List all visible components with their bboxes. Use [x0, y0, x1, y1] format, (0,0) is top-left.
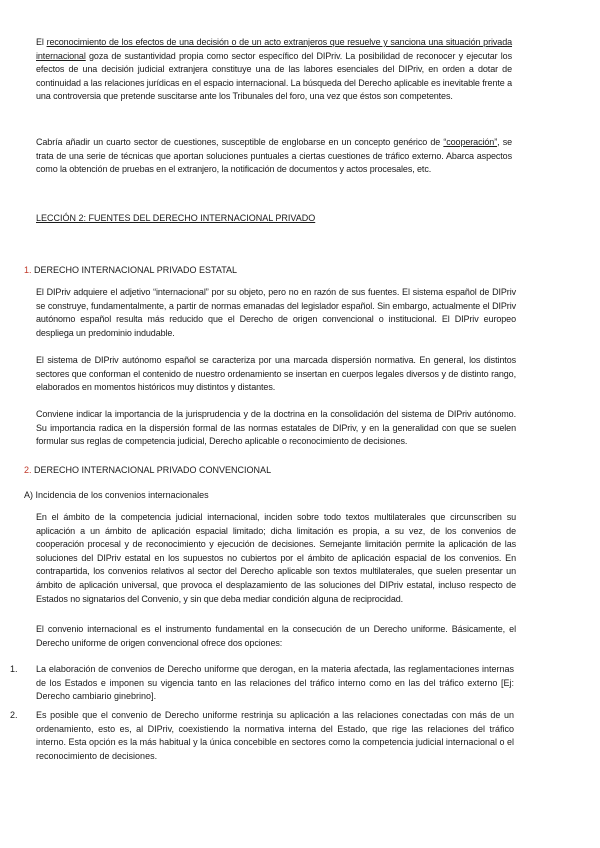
list-item	[10, 709, 514, 763]
section-2-paragraph-2: El convenio internacional es el instrumento fundamental en la consecución de un Derecho uniforme. Básicamente, el Derecho uniforme de origen convencional ofrece dos opciones:	[36, 624, 516, 648]
list-number: 2.	[10, 710, 18, 720]
section-1-paragraph-3: Conviene indicar la importancia de la jurisprudencia y de la doctrina en la consolidación del sistema de DIPriv autónomo. Su importancia radica en la dispersión formal de las normas estatales de DIPriv, y en la generalidad con que se suelen formular sus reglas de competencia judicial, Derecho aplicable o reconocimiento de decisiones.	[36, 409, 516, 447]
section-2-paragraph-1: En el ámbito de la competencia judicial internacional, inciden sobre todo textos multilaterales que circunscriben su aplicación a un ámbito de aplicación espacial limitado; dicha limitación es propia, a su vez, de los convenios de cooperación procesal y de reconocimiento y ejecución de decisiones. Semejante limitación permite la aplicación de las soluciones del DIPriv estatal en los supuestos no cubiertos por el ámbito de aplicación espacial de los convenios. En contrapartida, los convenios relativos al sector del Derecho aplicable son textos multilaterales, que suelen presentar un ámbito de aplicación universal, que provoca el desplazamiento de las soluciones del DIPriv estatal, incluso respecto de Estados no signatarios del Convenio, y sin que deba mediar condición alguna de reciprocidad.	[36, 512, 516, 604]
lesson-title: LECCIÓN 2: FUENTES DEL DERECHO INTERNACIONAL PRIVADO	[36, 213, 316, 223]
intro-p1-rest: goza de sustantividad propia como sector específico del DIPriv. La posibilidad de reconocer y ejecutar los efectos de una decisión judicial extranjera constituye una de las labores esenciales del DIPriv, en orden a dotar de continuidad a las relaciones jurídicas en el espacio internacional. La búsqueda del Derecho aplicable es inevitable frente a una controversia que pretende suscitarse ante los Tribunales del foro, una vez que éstos son competentes.	[36, 50, 512, 102]
section-2-number: 2.	[24, 465, 32, 475]
section-2-subheading: A) Incidencia de los convenios internacionales	[24, 490, 209, 500]
list-text: La elaboración de convenios de Derecho uniforme que derogan, en la materia afectada, las reglamentaciones internas de los Estados e imponen su vigencia tanto en las relaciones del tráfico interno como en las del tráfico externo [Ej: Derecho cambiario ginebrino].	[36, 664, 514, 702]
intro-paragraph-2	[36, 136, 512, 177]
section-1-heading	[24, 264, 237, 276]
list-item	[10, 663, 514, 704]
intro-p2-rest: , se trata de una serie de técnicas que aportan soluciones puntuales a ciertas cuestiones de tráfico externo. Abarca aspectos como la obtención de pruebas en el extranjero, la notificación de documentos y actos procesales, etc.	[36, 137, 512, 175]
list-text: Es posible que el convenio de Derecho uniforme restrinja su aplicación a las relaciones conectadas con más de un ordenamiento, esto es, al DIPriv, coexistiendo la normativa interna del Estado, que rige las relaciones del tráfico interno. Esta opción es la más habitual y la única concebible en sectores como la competencia judicial internacional o el reconocimiento de decisiones.	[36, 710, 514, 761]
section-1-number: 1.	[24, 265, 32, 275]
intro-p2-underlined: “cooperación”	[443, 137, 498, 147]
section-1-paragraph-2: El sistema de DIPriv autónomo español se caracteriza por una marcada dispersión normativa. En general, los distintos sectores que conforman el contenido de nuestro ordenamiento se insertan en cuerpos legales diversos y de distinto rango, elaborados en momentos históricos muy distintos y distantes.	[36, 355, 516, 393]
section-1-title: DERECHO INTERNACIONAL PRIVADO ESTATAL	[34, 265, 238, 275]
intro-paragraph-1	[36, 36, 512, 104]
intro-p2-lead: Cabría añadir un cuarto sector de cuestiones, susceptible de englobarse en un concepto genérico de	[36, 137, 444, 147]
section-2-title: DERECHO INTERNACIONAL PRIVADO CONVENCIONAL	[34, 465, 272, 475]
section-1-paragraph-1: El DIPriv adquiere el adjetivo “internacional” por su objeto, pero no en razón de sus fuentes. El sistema español de DIPriv se construye, fundamentalmente, a partir de normas emanadas del legislador español. Sin embargo, actualmente el DIPriv autónomo español resulta más reducido que el Derecho de origen convencional o institucional. El DIPriv europeo despliega un predominio indudable.	[36, 287, 516, 338]
section-2-heading	[24, 464, 271, 476]
intro-p1-underlined: reconocimiento de los efectos de una decisión o de un acto extranjeros que resuelve y sanciona una situación privada internacional	[36, 37, 513, 61]
intro-p1-lead: El	[36, 37, 47, 47]
list-number: 1.	[10, 664, 18, 674]
